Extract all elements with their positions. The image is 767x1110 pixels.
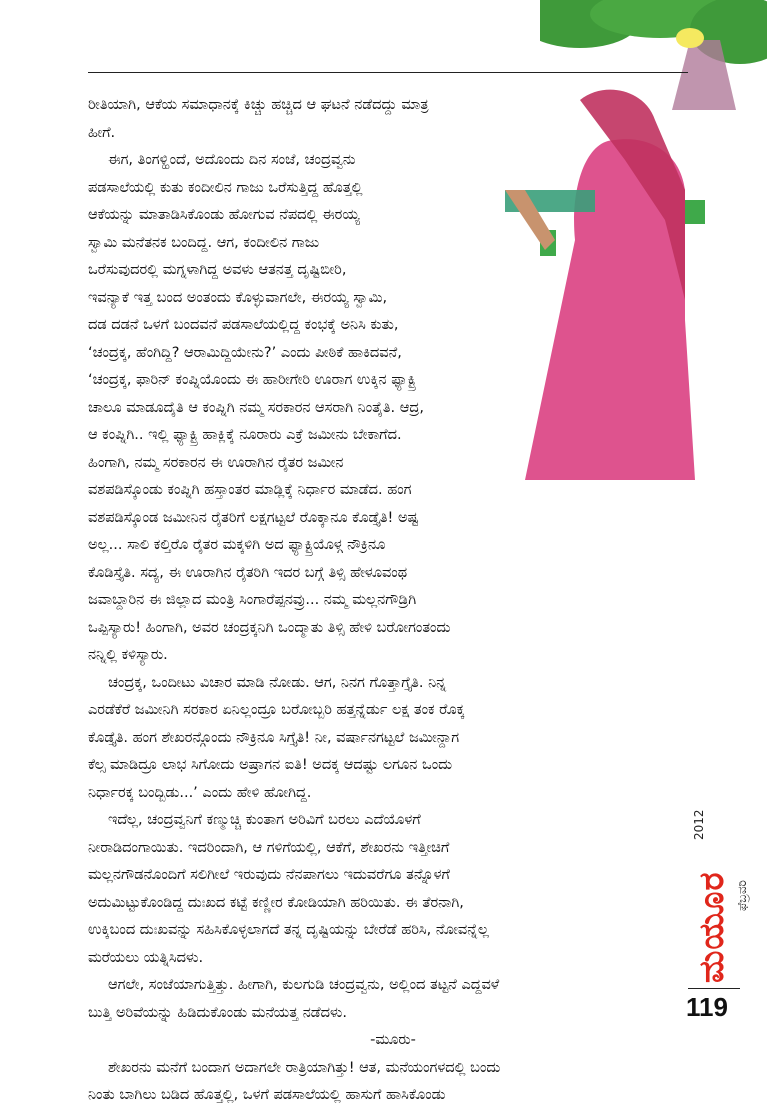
text-line: ಮಲ್ಲನಗೌಡನೊಂದಿಗೆ ಸಲಿಗೀಲೆ ಇರುವುದು ನೆನಪಾಗಲು ಇದುವರೆಗೂ ತನ್ನೊಳಗೆ <box>88 867 450 883</box>
text-line: ಚಂದ್ರಕ್ಕ, ಒಂದೀಟು ವಿಚಾರ ಮಾಡಿ ನೋಡು. ಆಗ, ನಿನಗ ಗೊತ್ತಾಗ್ತೈತಿ. ನಿನ್ನ <box>108 674 447 691</box>
text-line: ನೀರಾಡಿದಂಗಾಯಿತು. ಇದರಿಂದಾಗಿ, ಆ ಗಳಿಗೆಯಲ್ಲಿ, ಆಕೆಗೆ, ಶೇಖರನು ಇತ್ತೀಚಿಗೆ <box>88 839 450 856</box>
text-line: ಒರೆಸುವುದರಲ್ಲಿ ಮಗ್ನಳಾಗಿದ್ದ ಅವಳು ಆತನತ್ತ ದೃಷ್ಟಿಬೀರಿ, <box>88 262 347 278</box>
text-line: ‘ಚಂದ್ರಕ್ಕ, ಫಾರಿನ್ ಕಂಪ್ನಿಯೊಂದು ಈ ಹಾರೀಗೇರಿ ಊರಾಗ ಉಕ್ಕಿನ ಫ್ಯಾಕ್ಟ್ರಿ <box>88 372 416 388</box>
text-line: ಹಿಂಗಾಗಿ, ನಮ್ಮ ಸರಕಾರನ ಈ ಊರಾಗಿನ ರೈತರ ಜಮೀನ <box>88 454 344 471</box>
footer-rule <box>688 988 740 989</box>
text-line: ‘ಚಂದ್ರಕ್ಕ, ಹೆಂಗಿದ್ದಿ? ಆರಾಮಿದ್ದಿಯೇನು?’ ಎಂದು ಪೀಠಿಕೆ ಹಾಕಿದವನೆ, <box>88 344 402 361</box>
text-line: ಚಾಲೂ ಮಾಡೂದೈತಿ ಆ ಕಂಪ್ನಿಗಿ ನಮ್ಮ ಸರಕಾರನ ಆಸರಾಗಿ ನಿಂತೈತಿ. ಆದ್ರ, <box>88 399 424 416</box>
text-line: ಹೀಗೆ. <box>88 124 116 141</box>
text-line: ಸ್ವಾಮಿ ಮನೆತನಕ ಬಂದಿದ್ದ. ಆಗ, ಕಂದೀಲಿನ ಗಾಜು <box>88 234 320 251</box>
text-line: ವಶಪಡಿಸ್ಕೊಂಡ ಜಮೀನಿನ ರೈತರಿಗೆ ಲಕ್ಷಗಟ್ಟಲೆ ರೊಕ್ಕಾನೂ ಕೊಡ್ತೈತಿ! ಅಷ್ಟ <box>88 509 419 526</box>
text-line: ಬುತ್ತಿ ಅರಿವೆಯನ್ನು ಹಿಡಿದುಕೊಂಡು ಮನೆಯತ್ತ ನಡೆದಳು. <box>88 1004 348 1021</box>
text-line: ವಶಪಡಿಸ್ಕೊಂಡು ಕಂಪ್ನಿಗಿ ಹಸ್ತಾಂತರ ಮಾಡ್ಲಿಕ್ಕೆ ನಿರ್ಧಾರ ಮಾಡೆದ. ಹಂಗ <box>88 482 412 498</box>
text-line: ಅಲ್ಲ... ಸಾಲಿ ಕಲ್ತಿರೊ ರೈತರ ಮಕ್ಕಳಿಗಿ ಅದ ಫ್ಯಾಕ್ಟ್ರಿಯೊಳ್ಗ ನೌಕ್ರಿನೂ <box>88 537 386 553</box>
text-line: ಶೇಖರನು ಮನೆಗೆ ಬಂದಾಗ ಅದಾಗಲೇ ರಾತ್ರಿಯಾಗಿತ್ತು! ಆತ, ಮನೆಯಂಗಳದಲ್ಲಿ ಬಂದು <box>108 1059 501 1076</box>
issue-month: ಫೆಬ್ರವರಿ <box>735 880 749 911</box>
text-line: ಈಗ, ತಿಂಗಳ್ಹಿಂದೆ, ಅದೊಂದು ದಿನ ಸಂಜೆ, ಚಂದ್ರವ್ವನು <box>108 152 356 168</box>
section-heading: -ಮೂರು- <box>370 1032 416 1048</box>
text-line: ಜವಾಬ್ದಾರಿನ ಈ ಜಿಲ್ಲಾದ ಮಂತ್ರಿ ಸಿಂಗಾರೆಪ್ಪನವ್ರು... ನಮ್ಮ ಮಲ್ಲನಗೌಡ್ರಿಗಿ <box>88 592 417 608</box>
text-line: ಇವನ್ಯಾಕೆ ಇತ್ತ ಬಂದ ಅಂತಂದು ಕೊಳ್ಳುವಾಗಲೇ, ಈರಯ್ಯ ಸ್ವಾಮಿ, <box>88 289 388 306</box>
text-line: ಕೊಡ್ತೈತಿ. ಹಂಗ ಶೇಖರನ್ಗೊಂದು ನೌಕ್ರಿನೂ ಸಿಗ್ತೈತಿ! ನೀ, ವರ್ಷಾನಗಟ್ಟಲೆ ಜಮೀನ್ದಾಗ <box>88 729 460 746</box>
text-line: ಉಕ್ಕಿಬಂದ ದುಃಖವನ್ನು ಸಹಿಸಿಕೊಳ್ಳಲಾಗದೆ ತನ್ನ ದೃಷ್ಟಿಯನ್ನು ಬೇರೆಡೆ ಹರಿಸಿ, ನೋವನ್ನೆಲ್ಲ <box>88 922 489 938</box>
text-line: ಕೆಲ್ಸ ಮಾಡಿದ್ರೂ ಲಾಭ ಸಿಗೋದು ಅಷ್ರಾಗನ ಐತಿ! ಅದಕ್ಕ ಆದಷ್ಟು ಲಗೂನ ಒಂದು <box>88 757 453 773</box>
text-line: ದಡ ದಡನೆ ಒಳಗೆ ಬಂದವನೆ ಪಡಸಾಲೆಯಲ್ಲಿದ್ದ ಕಂಭಕ್ಕೆ ಅನಿಸಿ ಕುತು, <box>88 317 399 333</box>
text-line: ನಿರ್ಧಾರಕ್ಕ ಬಂದ್ಬಿಡು...’ ಎಂದು ಹೇಳಿ ಹೋಗಿದ್ದ. <box>88 784 312 801</box>
magazine-logo: ಮಯೂರ <box>692 871 732 983</box>
year-label: 2012 <box>692 809 706 840</box>
text-line: ರೀತಿಯಾಗಿ, ಆಕೆಯ ಸಮಾಧಾನಕ್ಕೆ ಕಿಚ್ಚು ಹಚ್ಚಿದ ಆ ಘಟನೆ ನಡೆದದ್ದು ಮಾತ್ರ <box>88 97 429 113</box>
text-line: ನನ್ನಿಲ್ಲಿ ಕಳಿಸ್ಯಾರು. <box>88 647 168 663</box>
text-line: ಅದುಮಿಟ್ಟುಕೊಂಡಿದ್ದ ದುಃಖದ ಕಟ್ಟೆ ಕಣ್ಣೀರ ಕೋಡಿಯಾಗಿ ಹರಿಯಿತು. ಈ ತೆರನಾಗಿ, <box>88 894 464 911</box>
text-line: ಒಪ್ಪಿಸ್ಯಾರು! ಹಿಂಗಾಗಿ, ಅವರ ಚಂದ್ರಕ್ಕನಿಗಿ ಒಂದ್ಮಾತು ತಿಳ್ಸಿ ಹೇಳಿ ಬರೋಗಂತಂದು <box>88 619 451 636</box>
text-line: ಆಕೆಯನ್ನು ಮಾತಾಡಿಸಿಕೊಂಡು ಹೋಗುವ ನೆಪದಲ್ಲಿ ಈರಯ್ಯ <box>88 207 360 223</box>
header-rule <box>88 72 688 73</box>
text-line: ಆ ಕಂಪ್ನಿಗಿ.. ಇಲ್ಲಿ ಫ್ಯಾಕ್ಟ್ರಿ ಹಾಕ್ಲಿಕ್ಕೆ ನೂರಾರು ಎಕ್ರೆ ಜಮೀನು ಬೇಕಾಗೆದ. <box>88 427 402 443</box>
magazine-branding <box>690 828 749 983</box>
text-line: ಪಡಸಾಲೆಯಲ್ಲಿ ಕುತು ಕಂದೀಲಿನ ಗಾಜು ಒರೆಸುತ್ತಿದ್ದ ಹೊತ್ತಲ್ಲಿ <box>88 179 363 196</box>
text-line: ಇದೆಲ್ಲ, ಚಂದ್ರವ್ವನಿಗೆ ಕಣ್ಮುಚ್ಚಿ ಕುಂತಾಗ ಅರಿವಿಗೆ ಬರಲು ಎದೆಯೊಳಗೆ <box>108 812 421 828</box>
article-body <box>88 92 618 1110</box>
text-line: ಆಗಲೇ, ಸಂಜೆಯಾಗುತ್ತಿತ್ತು. ಹೀಗಾಗಿ, ಕುಲಗುಡಿ ಚಂದ್ರವ್ವನು, ಅಲ್ಲಿಂದ ತಟ್ಟನೆ ಎದ್ದವಳೆ <box>108 977 500 993</box>
text-line: ಮರೆಯಲು ಯತ್ನಿಸಿದಳು. <box>88 949 204 966</box>
page-number: 119 <box>686 992 728 1022</box>
text-line: ಕೊಡಿಸ್ತೈತಿ. ಸದ್ಯ, ಈ ಊರಾಗಿನ ರೈತರಿಗಿ ಇದರ ಬಗ್ಗೆ ತಿಳ್ಸಿ ಹೇಳೂವಂಥ <box>88 564 408 581</box>
text-line: ನಿಂತು ಬಾಗಿಲು ಬಡಿದ ಹೊತ್ತಲ್ಲಿ, ಒಳಗೆ ಪಡಸಾಲೆಯಲ್ಲಿ ಹಾಸುಗೆ ಹಾಸಿಕೊಂಡು <box>88 1087 446 1103</box>
text-line: ಎರಡೆಕೆರೆ ಜಮೀನಿಗಿ ಸರಕಾರ ಏನಿಲ್ಲಂದ್ರೂ ಬರೋಬ್ಬರಿ ಹತ್ತನ್ನೆರ್ಡು ಲಕ್ಷ ತಂಕ ರೊಕ್ಕ <box>88 702 465 718</box>
